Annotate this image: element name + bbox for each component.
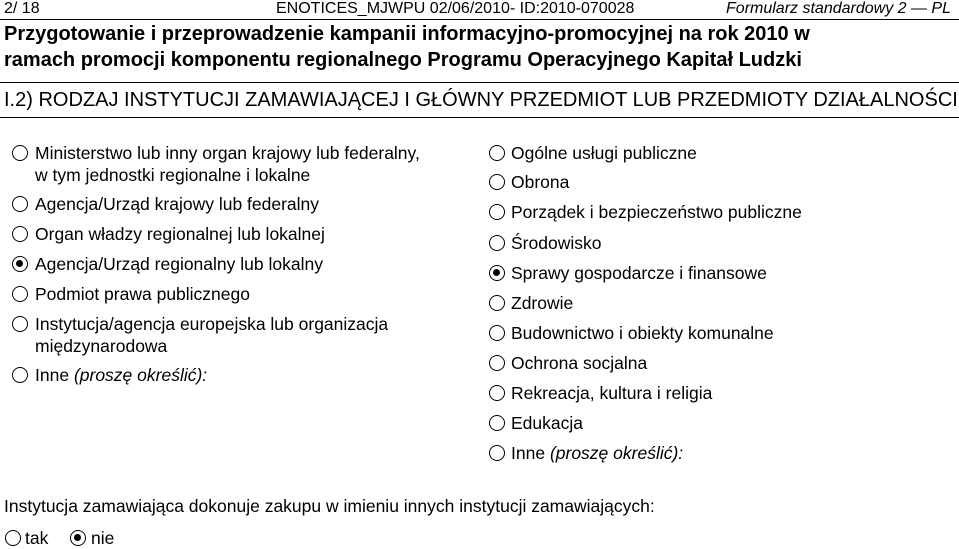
option-label-economic-affairs: Sprawy gospodarcze i finansowe	[511, 263, 767, 283]
section-divider	[0, 117, 959, 118]
option-label-public-law-body: Podmiot prawa publicznego	[35, 284, 250, 304]
option-label-defence: Obrona	[511, 172, 570, 192]
option-label-ministry-cont: w tym jednostki regionalne i lokalne	[35, 165, 311, 185]
radio-institution-european-agency[interactable]	[12, 316, 28, 332]
radio-institution-other[interactable]	[12, 367, 28, 383]
form-name: Formularz standardowy 2 — PL	[726, 0, 951, 17]
notice-id: ENOTICES_MJWPU 02/06/2010- ID:2010-070028	[276, 0, 635, 17]
radio-activity-education[interactable]	[489, 415, 505, 431]
title-divider	[0, 82, 959, 83]
radio-institution-regional-authority[interactable]	[12, 226, 28, 242]
joint-purchase-question: Instytucja zamawiająca dokonuje zakupu w imieniu innych instytucji zamawiających:	[4, 496, 655, 516]
option-label-health: Zdrowie	[511, 293, 574, 313]
radio-activity-general-services[interactable]	[489, 145, 505, 161]
radio-institution-regional-agency[interactable]	[12, 256, 28, 272]
option-label-no: nie	[91, 528, 115, 548]
radio-activity-health[interactable]	[489, 295, 505, 311]
option-label-regional-agency: Agencja/Urząd regionalny lub lokalny	[35, 254, 323, 274]
radio-joint-purchase-yes[interactable]	[5, 530, 21, 546]
document-title-line-2: ramach promocji komponentu regionalnego Programu Operacyjnego Kapitał Ludzki	[4, 49, 802, 71]
radio-activity-social-protection[interactable]	[489, 355, 505, 371]
option-label-education: Edukacja	[511, 413, 583, 433]
option-label-recreation: Rekreacja, kultura i religia	[511, 383, 713, 403]
option-label-housing: Budownictwo i obiekty komunalne	[511, 323, 774, 343]
option-label-national-agency: Agencja/Urząd krajowy lub federalny	[35, 194, 320, 214]
radio-activity-public-order[interactable]	[489, 204, 505, 220]
radio-activity-housing[interactable]	[489, 325, 505, 341]
radio-activity-economic-affairs[interactable]	[489, 265, 505, 281]
option-label-institution-other: Inne (proszę określić):	[35, 365, 208, 385]
radio-activity-defence[interactable]	[489, 174, 505, 190]
option-label-public-order: Porządek i bezpieczeństwo publiczne	[511, 202, 802, 222]
specify-hint: (proszę określić):	[549, 443, 684, 463]
radio-institution-national-agency[interactable]	[12, 196, 28, 212]
radio-activity-other[interactable]	[489, 445, 505, 461]
section-heading: I.2) RODZAJ INSTYTUCJI ZAMAWIAJĄCEJ I GŁÓWNY PRZEDMIOT LUB PRZEDMIOTY DZIAŁALNOŚCI	[4, 89, 958, 111]
radio-joint-purchase-no[interactable]	[70, 530, 86, 546]
option-label-european-agency-cont: międzynarodowa	[35, 336, 168, 356]
option-label-general-services: Ogólne usługi publiczne	[511, 143, 697, 163]
option-label-yes: tak	[25, 528, 49, 548]
option-label-ministry: Ministerstwo lub inny organ krajowy lub federalny,	[35, 143, 420, 163]
page-number: 2/ 18	[4, 0, 40, 17]
document-title-line-1: Przygotowanie i przeprowadzenie kampanii informacyjno-promocyjnej na rok 2010 w	[4, 23, 810, 45]
radio-activity-recreation[interactable]	[489, 385, 505, 401]
option-label-environment: Środowisko	[511, 233, 602, 253]
option-label-european-agency: Instytucja/agencja europejska lub organizacja	[35, 314, 389, 334]
header-divider	[0, 19, 959, 20]
option-label-social-protection: Ochrona socjalna	[511, 353, 648, 373]
specify-hint: (proszę określić):	[73, 365, 208, 385]
radio-activity-environment[interactable]	[489, 235, 505, 251]
option-label-activity-other: Inne (proszę określić):	[511, 443, 684, 463]
radio-institution-ministry[interactable]	[12, 145, 28, 161]
radio-institution-public-law-body[interactable]	[12, 286, 28, 302]
option-label-regional-authority: Organ władzy regionalnej lub lokalnej	[35, 224, 325, 244]
